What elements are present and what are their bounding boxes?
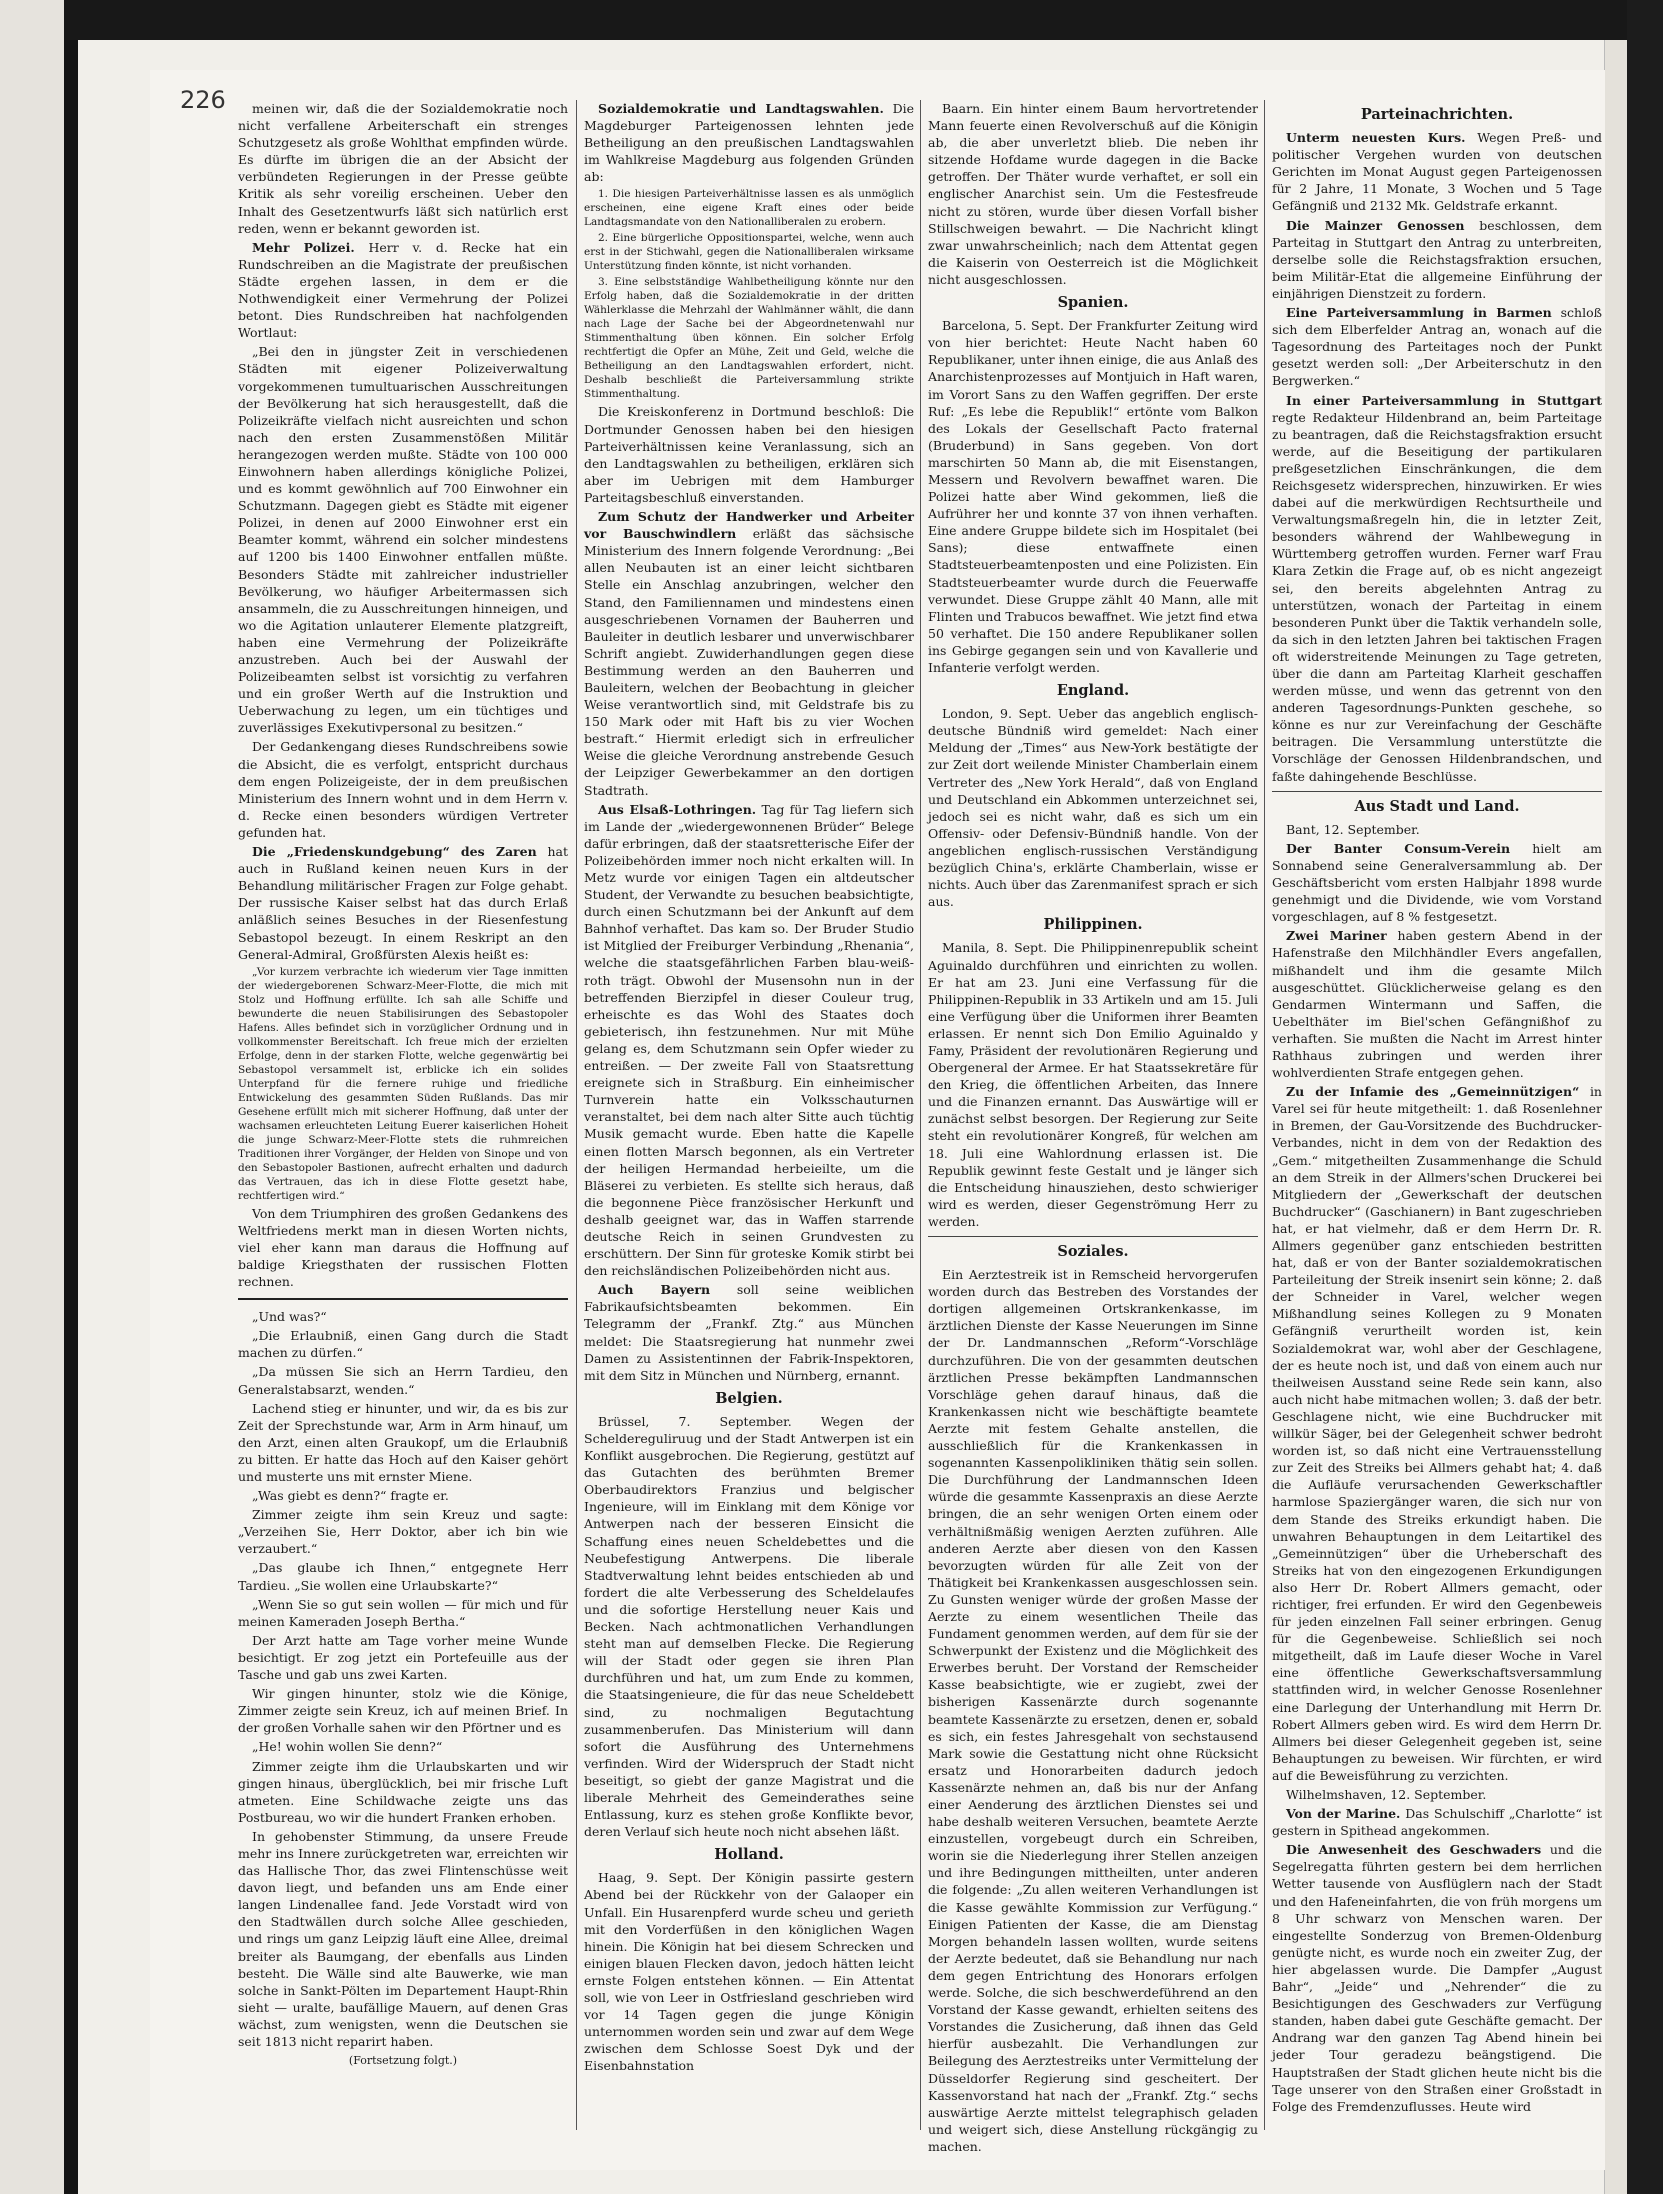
feuilleton-paragraph: Der Arzt hatte am Tage vorher meine Wunde besichtigt. Er zog jetzt ein Portefeuille aus der Tasche und gab uns zwei Karten. bbox=[238, 1632, 568, 1683]
column-rule bbox=[1264, 100, 1265, 2130]
article-paragraph: Der Gedankengang dieses Rundschreibens sowie die Absicht, die es verfolgt, entspricht durchaus dem engen Polizeigeiste, der in dem preußischen Ministerium des Innern wohnt und in dem Herrn v. d. Recke einen besonders würdigen Vertreter gefunden hat. bbox=[238, 739, 568, 840]
column-3 bbox=[928, 100, 1259, 2154]
feuilleton-paragraph: In gehobenster Stimmung, da unsere Freude mehr ins Innere zurückgetreten war, erreichten wir das Hallische Thor, das zwei Flintenschüsse weit davon liegt, und befanden uns am Ende einer langen Lindenallee fand. Jede Vorstadt wird von den Stadtwällen durch solche Allee geschieden, und rings um ganz Leipzig läuft eine Allee, dreimal breiter als Baumgang, der ebenfalls aus Linden besteht. Die Wälle sind alte Bauwerke, wie man solche in Sankt-Pölten im Departement Haupt-Rhin sieht — uralte, baufällige Mauern, auf denen Gras wächst, zum wenigsten, wenn die Deutschen sie seit 1813 nicht reparirt haben. bbox=[238, 1828, 568, 2049]
section-heading: Zwei Mariner bbox=[1286, 928, 1387, 944]
article-text: erläßt das sächsische Ministerium des Innern folgende Verordnung: „Bei allen Neubauten ist an einer leicht sichtbaren Stelle ein Anschlag anzubringen, welcher den Stand, den Familiennamen und mindestens einen ausgeschriebenen Vornamen der Bauherren und Bauleiter in deutlich lesbarer und unverwischbarer Schrift angiebt. Zuwiderhandlungen gegen diese Bestimmung werden an den Bauherren und Bauleitern, welchen der Beobachtung in gleicher Weise verantwortlich sind, mit Geldstrafe bis zu 150 Mark oder mit Haft bis zu vier Wochen bestraft.“ Hiermit erledigt sich in erfreulicher Weise die gleiche Verordnung anstrebende Gesuch der Leipziger Gewerbekammer an den dortigen Stadtrath. bbox=[584, 526, 914, 798]
column-rule bbox=[576, 100, 577, 2130]
section-title: Aus Stadt und Land. bbox=[1354, 797, 1520, 815]
country-heading: Belgien. bbox=[715, 1389, 783, 1407]
article-paragraph: Haag, 9. Sept. Der Königin passirte gestern Abend bei der Rückkehr von der Galaoper ein Unfall. Ein Husarenpferd wurde scheu und gerieth mit den Vorderfüßen in den königlichen Wagen hinein. Die Königin hat bei diesem Schrecken und einigen blauen Flecken davon, jedoch hätten leicht ernste Folgen entstehen können. — Ein Attentat soll, wie von Leer in Ostfriesland geschrieben wird vor 14 Tagen gegen die junge Königin unternommen worden sein und zwar auf dem Wege zwischen dem Schlosse Soest Dyk und der Eisenbahnstation bbox=[584, 1870, 914, 2074]
article-paragraph: London, 9. Sept. Ueber das angeblich englisch-deutsche Bündniß wird gemeldet: Nach einer Meldung der „Times“ aus New-York bestätigte der zur Zeit dort weilende Minister Chamberlain einem Vertreter des „New York Herald“, daß von England und Deutschland ein Abkommen unterzeichnet sei, jedoch sei es nicht wahr, daß es sich um ein Offensiv- oder Defensiv-Bündniß handle. Von der angeblichen englisch-russischen Verständigung bezüglich China's, erklärte Chamberlain, wisse er nichts. Auch über das Zarenmanifest sprach er sich aus. bbox=[928, 706, 1258, 910]
section-heading: Zu der Infamie des „Gemeinnützigen“ bbox=[1286, 1084, 1580, 1100]
article-paragraph bbox=[584, 100, 914, 185]
feuilleton-paragraph: „Wenn Sie so gut sein wollen — für mich und für meinen Kameraden Joseph Bertha.“ bbox=[238, 1596, 568, 1629]
article-paragraph: meinen wir, daß die der Sozialdemokratie noch nicht verfallene Arbeiterschaft ein strenges Schutzgesetz als große Wohlthat empfinden würde. Es dürfte im übrigen die an der Absicht der verbündeten Regierungen in der Presse geübte Kritik als sehr voreilig erscheinen. Ueber den Inhalt des Gesetzentwurfs läßt sich natürlich erst reden, wenn er bekannt geworden ist. bbox=[238, 101, 568, 236]
article-text: Tag für Tag liefern sich im Lande der „wiedergewonnenen Brüder“ Belege dafür erbringen, daß der staatsretterische Eifer der Polizeibehörden immer noch nicht erkalten will. In Metz wurde vor einigen Tagen ein altdeutscher Student, der Verwandte zu besuchen beabsichtigte, durch einen Schutzmann bei der Ankunft auf dem Bahnhof verhaftet. Das kam so. Der Bruder Studio ist Mitglied der Freiburger Verbindung „Rhenania“, welche die staatsgefährlichen Farben blau-weiß-roth trägt. Obwohl der Musensohn nun in der betreffenden Bierzipfel in dieser Couleur trug, erheischte es das Wohl des Staates doch gebieterisch, ihn festzunehmen. Nur mit Mühe gelang es, dem Schutzmann sein Opfer wieder zu entreißen. — Der zweite Fall von Staatsrettung ereignete sich in Straßburg. Ein einheimischer Turnverein hatte ein Volksschauturnen veranstaltet, bei dem nach alter Sitte auch tüchtig Musik gemacht wurde. Eben hatte die Kapelle einen flotten Marsch begonnen, als ein Vertreter der heiligen Hermandad herbeieilte, um die Bläserei zu verbieten. Es stellte sich heraus, daß die begonnene Pièce französischer Herkunft und deshalb geeignet war, das in Waffen starrende deutsche Reich in seinen Grundvesten zu erschüttern. Der Sinn für groteske Komik stirbt bei den reichsländischen Polizeibehörden nicht aus. bbox=[584, 801, 914, 1279]
section-heading: Zum Schutz der Handwerker und Arbeiter vor Bauschwindlern bbox=[584, 509, 914, 542]
page-number: 226 bbox=[180, 86, 226, 114]
article-text: regte Redakteur Hildenbrand an, beim Parteitage zu beantragen, daß die Reichstagsfraktion ersucht werde, auf die Beseitigung der partikularen preßgesetzlichen Einschränkungen, die dem Reichsgesetz widersprechen, hinzuwirken. Er wies dabei auf die merkwürdigen Rechtsurtheile und Verwaltungsmaßregeln hin, die in letzter Zeit, besonders während der Wahlbewegung in Württemberg getroffen wurden. Ferner warf Frau Klara Zetkin die Frage auf, ob es nicht angezeigt sei, den bereits abgelehnten Antrag zu unterstützen, wonach der Parteitag in einem besonderen Punkt über die Taktik verhandeln solle, da sich in den letzten Jahren bei taktischen Fragen oft widerstreitende Meinungen zu Tage getreten, über die dann am Parteitag Klarheit geschaffen werden müsse, und wenn das getrennt von den anderen Tagesordnungs-Punkten geschehe, so könne es nur zur Vereinfachung der Geschäfte beitragen. Die Versammlung unterstützte die Vorschläge der Genossen Hildenbrandschen, und faßte dahingehende Beschlüsse. bbox=[1272, 409, 1602, 784]
article-paragraph bbox=[584, 801, 914, 1280]
country-heading: Holland. bbox=[714, 1846, 784, 1864]
article-paragraph: Brüssel, 7. September. Wegen der Scheldereguliruug und der Stadt Antwerpen ist ein Konflikt ausgebrochen. Die Regierung, gestützt auf das Gutachten des berühmten Bremer Oberbaudirektors Franzius und belgischer Ingenieure, will im Einklang mit dem Könige vor Antwerpen nach der besseren Einsicht die Schaffung eines neuen Scheldebettes und die Neubefestigung Antwerpens. Die liberale Stadtverwaltung lehnt beides entschieden ab und fordert die alte Verbesserung des Scheldelaufes und die sofortige Herstellung neuer Kais und Becken. Nach achtmonatlichen Verhandlungen steht man auf demselben Flecke. Die Regierung will der Stadt oder gegen sie ihren Plan durchführen und hat, um zum Ende zu kommen, die Staatsingenieure, die für das neue Scheldebett sind, zu nochmaligen Begutachtung zusammenberufen. Das Ministerium will dann sofort die Ausführung des Unternehmens verfinden. Wird der Widerspruch der Stadt nicht beseitigt, so giebt der ganze Magistrat und die liberale Mehrheit des Gemeinderathes seine Entlassung, kurz es stehen große Konflikte bevor, deren Verlauf sich heute noch nicht absehen läßt. bbox=[584, 1413, 914, 1840]
feuilleton-paragraph: „He! wohin wollen Sie denn?“ bbox=[252, 1739, 443, 1755]
section-heading: Die Mainzer Genossen bbox=[1286, 217, 1465, 233]
feuilleton-divider bbox=[238, 1298, 568, 1300]
column-1 bbox=[238, 100, 568, 2130]
feuilleton-paragraph: Zimmer zeigte ihm die Urlaubskarten und wir gingen hinaus, überglücklich, bei mir frische Luft atmeten. Eine Schildwache zeigte uns das Postbureau, wo wir die hundert Franken erhoben. bbox=[238, 1758, 568, 1825]
article-text: und die Segelregatta führten gestern bei dem herrlichen Wetter tausende von Ausflüglern nach der Stadt und den Hafeneinfahrten, die von früh morgens um 8 Uhr schwarz von Menschen waren. Der eingestellte Sonderzug von Bremen-Oldenburg genügte nicht, es wurde noch ein zweiter Zug, der hier abgelassen wurde. Die Dampfer „August Bahr“, „Jeide“ und „Nehrender“ die zu Besichtigungen des Geschwaders zur Verfügung standen, haben dabei gute Geschäfte gemacht. Der Andrang war den ganzen Tag Abend hinein bei jeder Tour geradezu beängstigend. Die Hauptstraßen der Stadt glichen heute nicht bis die Tage unserer von den Straßen einer Großstadt in Folge des Fremdenzuflusses. Heute wird bbox=[1272, 1842, 1602, 2114]
scan-right-edge bbox=[1627, 0, 1663, 2194]
page-edge bbox=[1604, 40, 1627, 2194]
column-2 bbox=[584, 100, 914, 2130]
article-text: haben gestern Abend in der Hafenstraße den Milchhändler Evers angefallen, mißhandelt und ihm die gesamte Milch ausgeschüttet. Glücklicherweise gelang es den Gendarmen Wintermann und Saffen, die Uebelthäter im Biel'schen Gefängnißhof zu verhaften. Sie mußten die Nacht im Arrest hinter Rathhaus zubringen und werden ihrer wohlverdienten Strafe entgegen gehen. bbox=[1272, 928, 1602, 1081]
article-paragraph bbox=[584, 1281, 914, 1384]
country-heading: Philippinen. bbox=[1043, 916, 1143, 934]
article-paragraph: Baarn. Ein hinter einem Baum hervortretender Mann feuerte einen Revolverschuß auf die Königin ab, die aber unverletzt blieb. Die neben ihr sitzende Hofdame wurde dagegen in die Backe getroffen. Der Thäter wurde verhaftet, er soll ein englischer Anarchist sein. Um die Festesfreude nicht zu stören, wurde über diesen Vorfall bisher Stillschweigen bewahrt. — Die Nachricht klingt zwar unwahrscheinlich; nach dem Attentat gegen die Kaiserin von Oesterreich ist die Möglichkeit nicht ausgeschlossen. bbox=[928, 101, 1258, 287]
article-paragraph bbox=[1272, 1083, 1602, 1784]
feuilleton-paragraph: „Und was?“ bbox=[252, 1309, 327, 1325]
section-title: Parteinachrichten. bbox=[1360, 106, 1514, 123]
section-divider bbox=[1272, 791, 1602, 792]
country-heading: England. bbox=[1056, 682, 1130, 700]
article-paragraph: „Bei den in jüngster Zeit in verschiedenen Städten mit eigener Polizeiverwaltung vorgekommenen tumultuarischen Ausschreitungen der Bevölkerung hat sich herausgestellt, daß die Polizeikräfte vielfach nicht ausreichten und schon nach den ersten Zusammenstößen Militär herangezogen werden mußte. Städte von 100 000 Einwohnern haben allerdings königliche Polizei, und es kommt gewöhnlich auf 700 Einwohner ein Schutzmann. Dagegen giebt es Städte mit eigener Polizei, in denen auf 2000 Einwohner erst ein Beamter kommt, während ein solcher mindestens auf 1200 bis 1400 Einwohner entfallen müßte. Besonders Städte mit zahlreicher industrieller Bevölkerung, wo häufiger Arbeitermassen sich ansammeln, die zu Ausschreitungen hinneigen, und wo die Agitation unlauterer Elemente platzgreift, haben eine Vermehrung der Polizeikräfte anzustreben. Auch bei der Auswahl der Polizeibeamten selbst ist vorsichtig zu verfahren und ein großer Werth auf die Instruktion und Ueberwachung zu legen, um ein tüchtiges und zuverlässiges Exekutivpersonal zu besitzen.“ bbox=[238, 344, 568, 736]
article-paragraph bbox=[1272, 1805, 1602, 1839]
book-binding bbox=[0, 0, 64, 2194]
article-text: hat auch in Rußland keinen neuen Kurs in der Behandlung militärischer Fragen zur Folge gehabt. Der russische Kaiser selbst hat das durch Erlaß anläßlich seines Besuches in der Riesenfestung Sebastopol bezeugt. In einem Reskript an den General-Admiral, Großfürsten Alexis heißt es: bbox=[238, 844, 568, 962]
list-item: 2. Eine bürgerliche Oppositionspartei, welche, wenn auch erst in der Stichwahl, gegen die Nationalliberalen wirksame Unterstützung finden könnte, ist nicht vorhanden. bbox=[584, 232, 914, 273]
article-text: Die Magdeburger Parteigenossen lehnten jede Betheiligung an den preußischen Landtagswahlen im Wahlkreise Magdeburg aus folgenden Gründen ab: bbox=[584, 101, 914, 185]
list-item: 3. Eine selbstständige Wahlbetheiligung könnte nur den Erfolg haben, daß die Sozialdemokratie in der dritten Wählerklasse die Mehrzahl der Wahlmänner wählt, die dann nach Lage der Sache bei der Abgeordnetenwahl nur Stimmenthaltung üben können. Ein solcher Erfolg rechtfertigt die Opfer an Mühe, Zeit und Geld, welche die Betheiligung an den Landtagswahlen erfordert, nicht. Deshalb beschließt die Parteiversammlung strikte Stimmenthaltung. bbox=[584, 276, 914, 401]
section-heading: Sozialdemokratie und Landtagswahlen. bbox=[598, 101, 884, 116]
feuilleton-paragraph: „Da müssen Sie sich an Herrn Tardieu, den Generalstabsarzt, wenden.“ bbox=[238, 1364, 568, 1397]
feuilleton-paragraph: Wir gingen hinunter, stolz wie die Könige, Zimmer zeigte sein Kreuz, ich auf meinen Brief. In der großen Vorhalle sahen wir den Pförtner und es bbox=[238, 1686, 568, 1736]
list-item: 1. Die hiesigen Parteiverhältnisse lassen es als unmöglich erscheinen, eine eigene Kraft eines oder beide Landtagsmandate von den Nationalliberalen zu erobern. bbox=[584, 188, 914, 229]
section-heading: Die „Friedenskundgebung“ des Zaren bbox=[252, 844, 537, 860]
section-heading: In einer Parteiversammlung in Stuttgart bbox=[1286, 392, 1602, 408]
book-spine bbox=[64, 0, 78, 2194]
article-paragraph: Barcelona, 5. Sept. Der Frankfurter Zeitung wird von hier berichtet: Heute Nacht haben 60 Republikaner, unter ihnen einige, die aus Anlaß des Anarchistenprozesses auf Montjuich in Haft waren, im Vorort Sans zu den Waffen gegriffen. Der erste Ruf: „Es lebe die Republik!“ ertönte vom Balkon des Lokals der Gesellschaft Pacto fraternal (Bruderbund) in Sans gegeben. Von dort marschirten 50 Mann ab, die mit Eisenstangen, Messern und Revolvern bewaffnet waren. Die Polizei hatte aber Wind gekommen, ließ die Aufrührer her und konnte 37 von ihnen verhaften. Eine andere Gruppe bildete sich im Hospitalet (bei Sans); diese entwaffnete einen Stadtsteuerbeamtenposten und eine Polizisten. Ein Stadtsteuerbeamter wurde durch die Feuerwaffe verwundet. Diese Gruppe zählt 40 Mann, alle mit Flinten und Trabucos bewaffnet. Wie jetzt find etwa 50 verhaftet. Die 150 andere Republikaner sollen ins Gebirge gegangen sein und von Kavallerie und Infanterie verfolgt werden. bbox=[928, 318, 1258, 675]
country-heading: Spanien. bbox=[1057, 294, 1129, 312]
article-paragraph bbox=[584, 508, 914, 799]
article-paragraph bbox=[1272, 927, 1602, 1081]
dateline: Bant, 12. September. bbox=[1286, 821, 1420, 837]
section-heading: Der Banter Consum-Verein bbox=[1286, 840, 1511, 856]
section-heading: Von der Marine. bbox=[1286, 1806, 1401, 1822]
feuilleton-paragraph: Lachend stieg er hinunter, und wir, da es bis zur Zeit der Sprechstunde war, Arm in Arm hinauf, um den Arzt, einen alten Graukopf, um die Erlaubniß zu bitten. Er hatte das Hoch auf den Kaiser gehört und musterte uns mit ernster Miene. bbox=[238, 1400, 568, 1484]
section-heading: Unterm neuesten Kurs. bbox=[1286, 130, 1466, 146]
article-text: hielt am Sonnabend seine Generalversammlung ab. Der Geschäftsbericht vom ersten Halbjahr 1898 wurde genehmigt und die Dividende, wie vom Vorstand vorgeschlagen, auf 8 % festgesetzt. bbox=[1272, 840, 1603, 925]
section-heading: Die Anwesenheit des Geschwaders bbox=[1286, 1842, 1542, 1858]
column-4 bbox=[1272, 100, 1602, 2130]
article-paragraph: Die Kreiskonferenz in Dortmund beschloß: Die Dortmunder Genossen haben bei den hiesigen Parteiverhältnissen keine Veranlassung, sich an den Landtagswahlen zu betheiligen, erklären sich aber im Uebrigen mit dem Hamburger Parteitagsbeschluß einverstanden. bbox=[584, 404, 914, 505]
article-paragraph bbox=[238, 239, 568, 342]
section-heading: Mehr Polizei. bbox=[252, 239, 355, 255]
article-text: beschlossen, dem Parteitag in Stuttgart den Antrag zu unterbreiten, derselbe solle die Reichstagsfraktion ersuchen, beim Militär-Etat die allgemeine Einführung der einjährigen Dienstzeit zu fordern. bbox=[1272, 217, 1602, 301]
article-text: Herr v. d. Recke hat ein Rundschreiben an die Magistrate der preußischen Städte ergehen lassen, in dem er die Nothwendigkeit einer Vermehrung der Polizei betont. Dies Rundschreiben hat nachfolgenden Wortlaut: bbox=[238, 239, 568, 341]
feuilleton-paragraph: „Die Erlaubniß, einen Gang durch die Stadt machen zu dürfen.“ bbox=[238, 1328, 568, 1361]
continuation-note: (Fortsetzung folgt.) bbox=[348, 2054, 458, 2068]
article-paragraph: Manila, 8. Sept. Die Philippinenrepublik scheint Aguinaldo durchführen und einrichten zu wollen. Er hat am 23. Juni eine Verfassung für die Philippinen-Republik in 33 Artikeln und am 15. Juli eine Verfügung über die Uniformen ihrer Beamten erlassen. Er nennt sich Don Emilio Aguinaldo y Famy, Präsident der revolutionären Regierung und Obergeneral der Armee. Er hat Staatssekretäre für den Krieg, die öffentlichen Arbeiten, das Innere und die Finanzen ernannt. Das Auswärtige will er zunächst selbst besorgen. Der Regierung zur Seite steht ein revolutionärer Kongreß, für welchen am 18. Juli eine Wahlordnung erlassen ist. Die Republik gewinnt feste Gestalt und je länger sich die Entscheidung hinausziehen, desto schwieriger wird es werden, dieser Gegenströmung Herr zu werden. bbox=[928, 940, 1258, 1229]
article-text: schloß sich dem Elberfelder Antrag an, wonach auf die Tagesordnung des Parteitages noch der Punkt gesetzt werden soll: „Der Arbeiterschutz in den Bergwerken.“ bbox=[1272, 305, 1602, 389]
feuilleton-paragraph: Zimmer zeigte ihm sein Kreuz und sagte: „Verzeihen Sie, Herr Doktor, aber ich bin wie verzaubert.“ bbox=[238, 1507, 568, 1557]
dateline: Wilhelmshaven, 12. September. bbox=[1286, 1787, 1487, 1802]
article-text: Das Schulschiff „Charlotte“ ist gestern in Spithead angekommen. bbox=[1272, 1806, 1602, 1839]
article-text: soll seine weiblichen Fabrikaufsichtsbeamten bekommen. Ein Telegramm der „Frankf. Ztg.“ aus München meldet: Die Staatsregierung hat nunmehr zwei Damen zu Assistentinnen der Fabrik-Inspektoren, mit dem Sitz in München und Nürnberg, ernannt. bbox=[584, 1282, 914, 1383]
article-paragraph bbox=[1272, 129, 1602, 214]
article-paragraph bbox=[1272, 840, 1602, 925]
article-paragraph: Von dem Triumphiren des großen Gedankens des Weltfriedens merkt man in diesen Worten nichts, viel eher kann man daraus die Hoffnung auf baldige Kriegsthaten der russischen Flotten rechnen. bbox=[238, 1205, 568, 1290]
section-divider bbox=[928, 1236, 1258, 1237]
feuilleton-paragraph: „Das glaube ich Ihnen,“ entgegnete Herr Tardieu. „Sie wollen eine Urlaubskarte?“ bbox=[238, 1560, 568, 1593]
section-heading: Aus Elsaß-Lothringen. bbox=[598, 801, 757, 817]
article-paragraph bbox=[238, 843, 568, 963]
article-text: Wegen Preß- und politischer Vergehen wurden von deutschen Gerichten im Monat August gegen Parteigenossen für 2 Jahre, 11 Monate, 3 Wochen und 5 Tage Gefängniß und 2132 Mk. Geldstrafe erkannt. bbox=[1272, 130, 1602, 214]
column-rule bbox=[920, 100, 921, 2130]
article-paragraph bbox=[1272, 392, 1602, 785]
quoted-rescript: „Vor kurzem verbrachte ich wiederum vier Tage inmitten der wiedergeborenen Schwarz-Meer-Flotte, die mich mit Stolz und Hoffnung erfüllte. Ich sah alle Schiffe und bewunderte die neuen Stabilisirungen des Sebastopoler Hafens. Alles befindet sich in vorzüglicher Ordnung und in vollkommenster Bereitschaft. Ich freue mich der erzielten Erfolge, denn in der starken Flotte, welche gegenwärtig bei Sebastopol versammelt ist, erblicke ich ein solides Unterpfand für die fernere ruhige und friedliche Entwickelung des gesammten Süden Rußlands. Das mir Gesehene erfüllt mich mit sicherer Hoffnung, daß unter der wachsamen erleuchteten Leitung Euerer kaiserlichen Hoheit die junge Schwarz-Meer-Flotte stets die ruhmreichen Traditionen ihrer Vorgänger, der Helden von Sinope und von den Sebastopoler Bastionen, aufrecht erhalten und dadurch das Vertrauen, das ich in diese Flotte gesetzt habe, rechtfertigen wird.“ bbox=[238, 965, 568, 1202]
article-paragraph bbox=[1272, 304, 1602, 389]
feuilleton-paragraph: „Was giebt es denn?“ fragte er. bbox=[252, 1488, 449, 1504]
section-heading: Auch Bayern bbox=[598, 1282, 711, 1298]
article-paragraph bbox=[1272, 217, 1602, 302]
scan-top-edge bbox=[64, 0, 1663, 40]
section-title: Soziales. bbox=[1057, 1243, 1129, 1260]
section-heading: Eine Parteiversammlung in Barmen bbox=[1286, 305, 1552, 321]
article-paragraph: Ein Aerztestreik ist in Remscheid hervorgerufen worden durch das Bestreben des Vorstandes der dortigen allgemeinen Ortskrankenkasse, im ärztlichen Dienste der Kasse Neuerungen im Sinne der Dr. Landmannschen „Reform“-Vorschläge durchzuführen. Die von der gesammten deutschen ärztlichen Presse bekämpften Landmannschen Vorschläge gehen darauf hinaus, daß die Krankenkassen nicht wie beschäftigte beamtete Aerzte mit festem Gehalte anstellen, die ausschließlich für die Krankenkassen in sogenannten Kassenpolikliniken thätig sein sollen. Die Durchführung der Landmannschen Ideen würde die gesammte Kassenpraxis an diese Aerzte bringen, die an sehr wenigen Orten einem oder verhältnißmäßig wenigen Aerzten zuführen. Alle anderen Aerzte aber diesen von den Kassen bevorzugten würden für alle Zeit von der Thätigkeit bei Krankenkassen ausgeschlossen sein. Zu Gunsten weniger würde der großen Masse der Aerzte zu einem wesentlichen Theile das Fundament genommen werden, auf dem für sie der Schwerpunkt der Existenz und die Möglichkeit des Erwerbes beruht. Der Vorstand der Remscheider Kasse beabsichtigte, wie er zugiebt, zwei der bisherigen Kassenärzte durch sogenannte beamtete Kassenärzte zu ersetzen, denen er, sobald es sich, ein festes Jahresgehalt von sechstausend Mark sowie die Gestattung nicht ohne Rücksicht ersatz und Honorarbeiten dadurch jedoch Kassenärzte nehmen an, daß bis nur der Anfang einer Aenderung des ärztlichen Dienstes sei und habe deshalb weiteren Versuchen, beamtete Aerzte einzustellen, vorgebeugt durch ein Schreiben, worin sie die Niederlegung ihrer Stellen anzeigen und ihre Bedingungen mittheilten, unter anderen die folgende: „Zu allen weiteren Verhandlungen ist die Kasse gewählte Kommission zur Verfügung.“ Einigen Patienten der Kasse, die am Dienstag Morgen behandeln lassen wollten, wurde seitens der Aerzte bedeutet, daß sie Behandlung nur nach dem gegen Entrichtung des Honorars erfolgen werde. Solche, die sich beschwerdeführend an den Vorstand der Kasse gewandt, erhielten seitens des Vorstandes die Zusicherung, daß ihnen das Geld hierfür ausbezahlt. Die Verhandlungen zur Beilegung des Aerztestreiks unter Vermittelung der Düsseldorfer Regierung sind gescheitert. Der Kassenvorstand hat nach der „Frankf. Ztg.“ sechs auswärtige Aerzte mittelst telegraphisch geladen und weigert sich, diese Anstellung rückgängig zu machen. bbox=[928, 1267, 1259, 2154]
article-paragraph bbox=[1272, 1841, 1602, 2115]
article-text: in Varel sei für heute mitgetheilt: 1. daß Rosenlehner in Bremen, der Gau-Vorsitzende des Buchdrucker-Verbandes, nicht in dem von der Redaktion des „Gem.“ mitgetheilten Zusammenhange die Schuld an dem Streik in der Allmers'schen Druckerei bei Mitgliedern der „Gewerkschaft der deutschen Buchdrucker“ (Gaschianern) in Bant zugeschrieben hat, er hat vielmehr, daß er dem Herrn Dr. R. Allmers gegenüber ganz entschieden bestritten hat, daß er von der Banter sozialdemokratischen Parteileitung der Streik insenirt sein könne; 2. daß der Schneider in Varel, welcher wegen Mißhandlung seines Kollegen zu 9 Monaten Gefängniß verurtheilt worden ist, kein Sozialdemokrat war, wohl aber der Geschlagene, der es heute noch ist, und daß von einem auch nur theilweisen Ausstand seine Rede sein kann, also auch nicht habe mitmachen wollen; 3. daß der betr. Geschlagene nicht, wie eine Buchdrucker mit willkür Säger, bei der Gelegenheit schwer bedroht worden ist, so daß nicht eine Vertrauensstellung zur Zeit des Streiks bei Allmers gehabt hat; 4. daß die Aufläufe verursachenden Gewerkschaftler harmlose Spaziergänger waren, die sich nur von dem Stande des Streiks erkundigt haben. Die unwahren Behauptungen in dem Leitartikel des „Gemeinnützigen“ über die Urheberschaft des Streiks hat von den eingezogenen Erkundigungen also Herr Dr. Robert Allmers gemacht, oder richtiger, frei erfunden. Er wird den Gegenbeweis für jeden einzelnen Fall seiner erbringen. Genug für die Gegenbeweise. Schließlich sei noch mitgetheilt, daß im Laufe dieser Woche in Varel eine öffentliche Gewerkschaftsversammlung stattfinden wird, in welcher Genosse Rosenlehner eine Darlegung der Unterhandlung mit Herrn Dr. Robert Allmers geben wird. Es wird dem Herrn Dr. Allmers bei dieser Gelegenheit gegeben ist, seine Behauptungen zu beweisen. Wir fürchten, er wird auf die Beweisführung zu verzichten. bbox=[1272, 1084, 1602, 1783]
